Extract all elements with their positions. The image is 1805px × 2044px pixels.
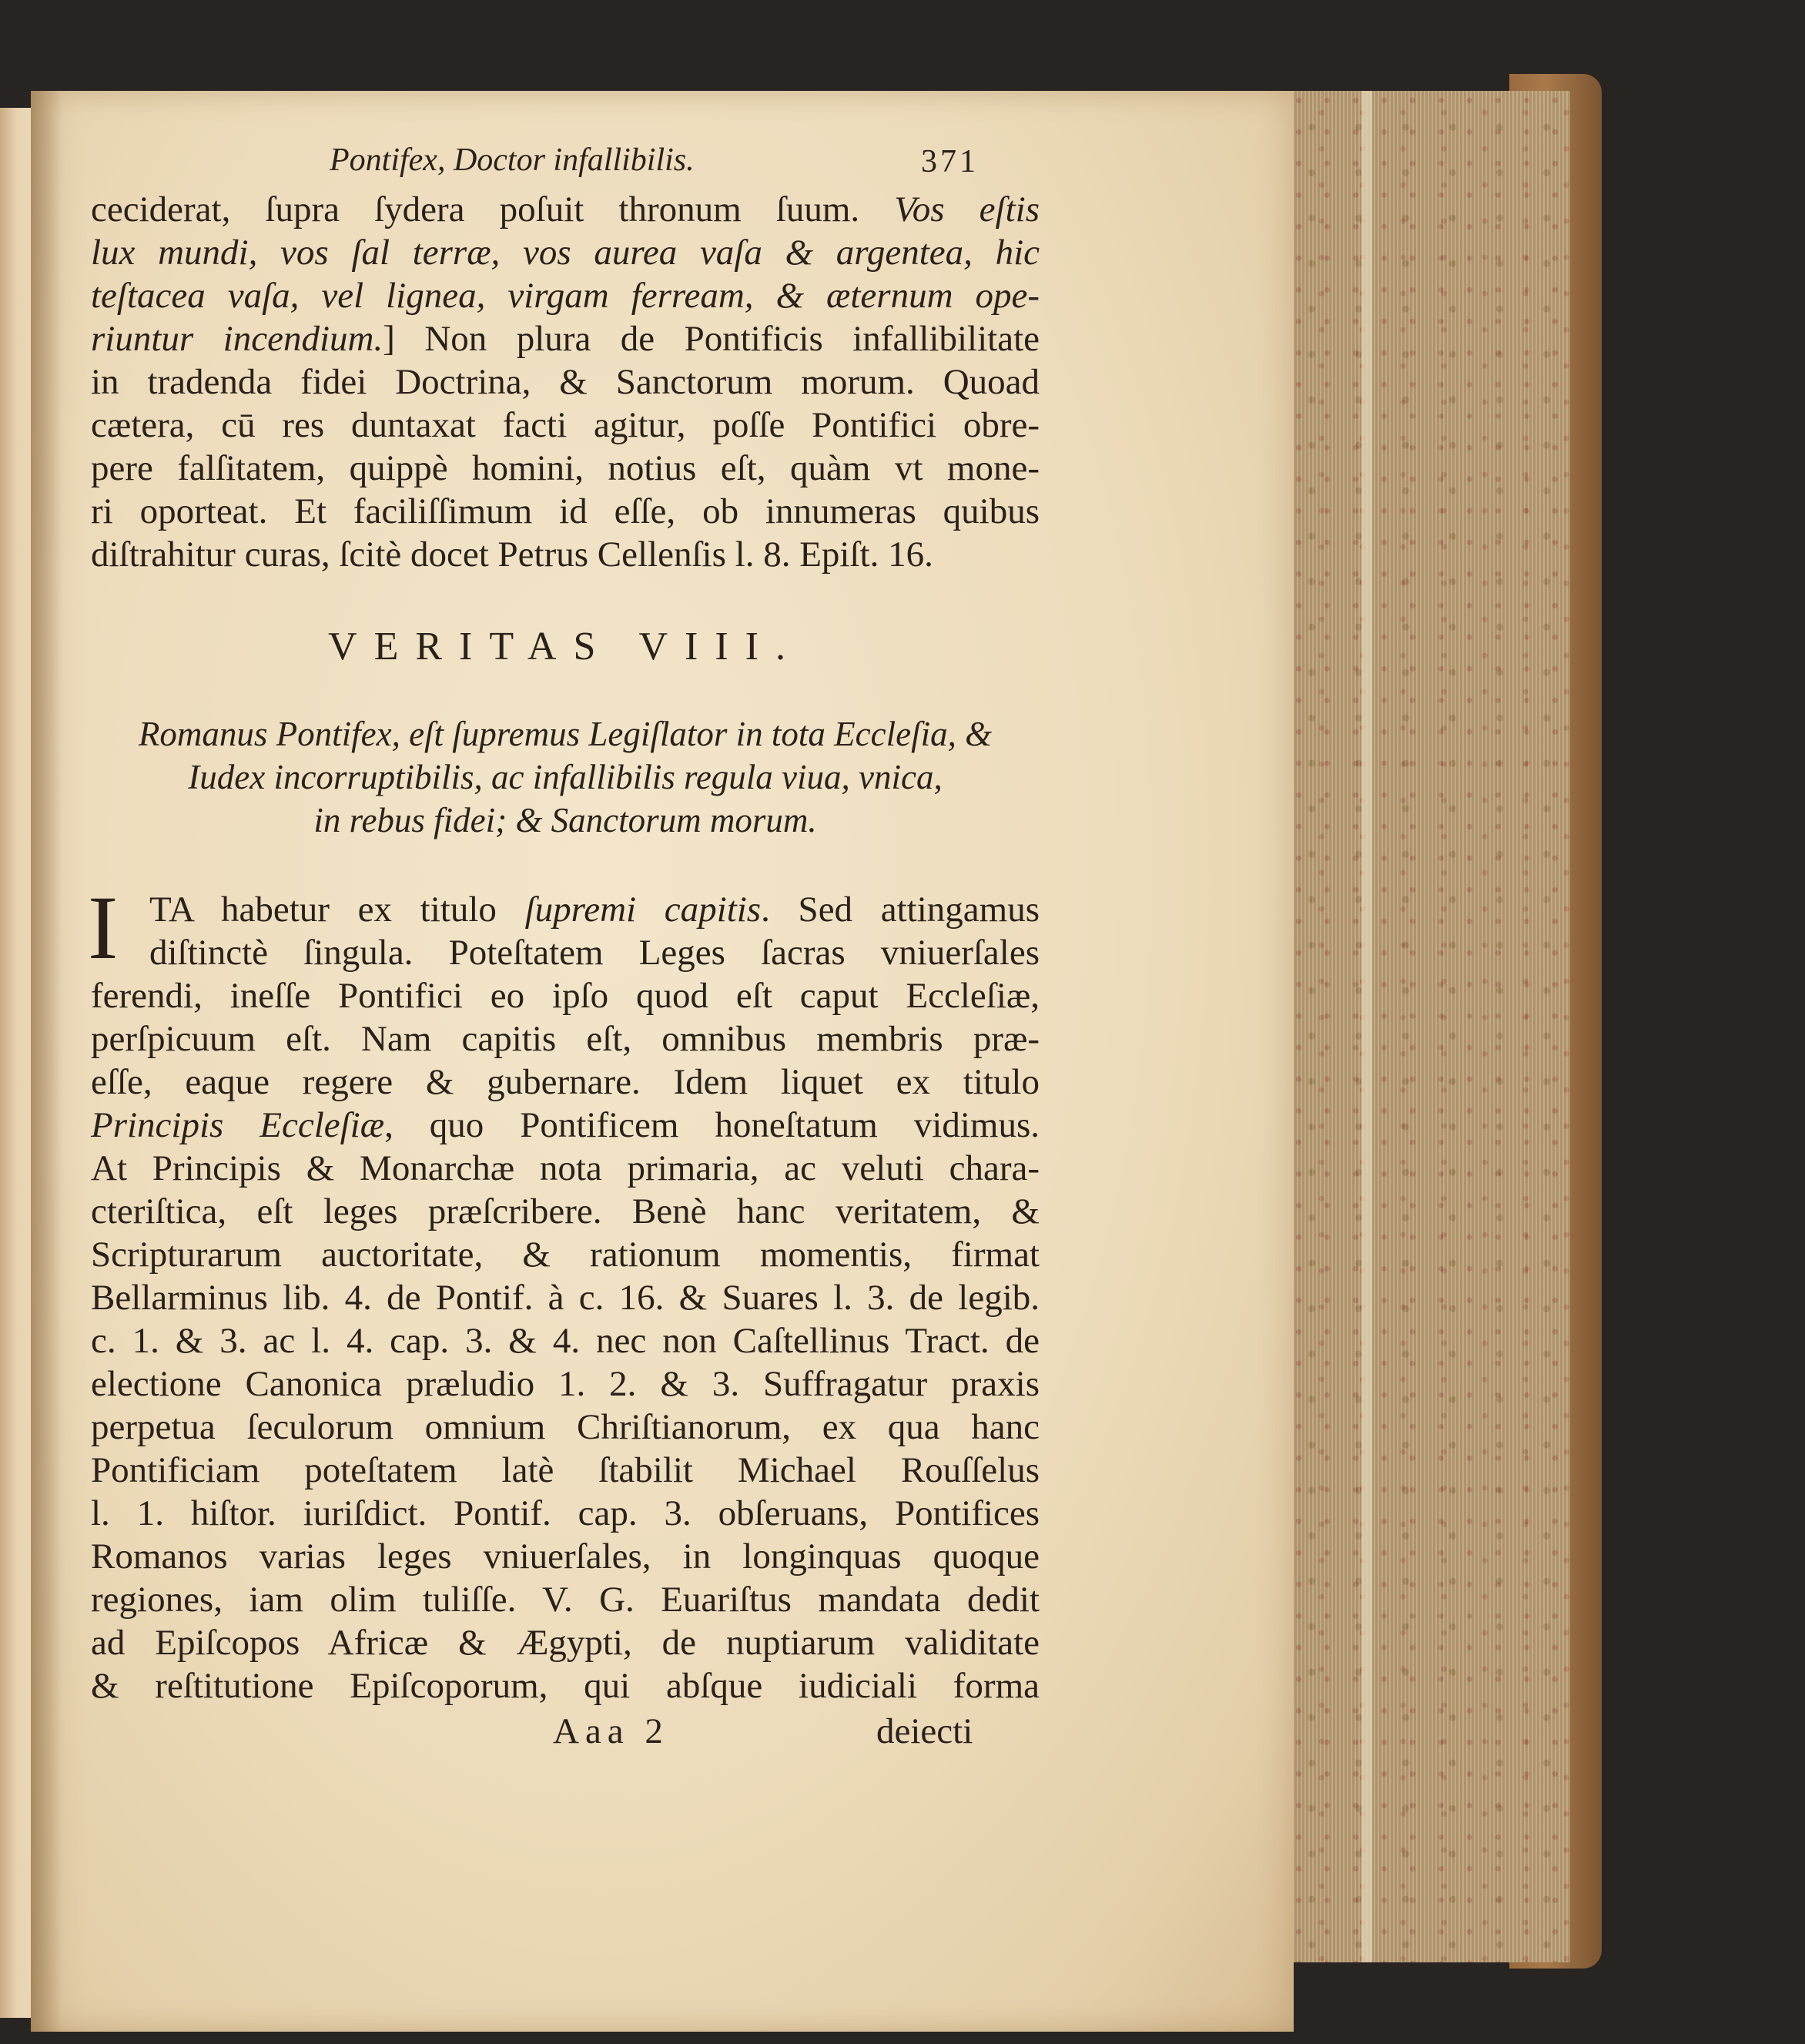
text-line: c. 1. & 3. ac l. 4. cap. 3. & 4. nec non Caſtellinus Tract. de	[91, 1321, 1040, 1361]
text-line: perſpicuum eſt. Nam capitis eſt, omnibus membris præ-	[91, 1019, 1040, 1059]
text-line: regiones, iam olim tuliſſe. V. G. Euariſtus mandata dedit	[91, 1580, 1040, 1620]
text-line: Bellarminus lib. 4. de Pontif. à c. 16. & Suares l. 3. de legib.	[91, 1278, 1040, 1318]
text-line: Pontificiam poteſtatem latè ſtabilit Michael Rouſſelus	[91, 1450, 1040, 1490]
text-line: cteriſtica, eſt leges præſcribere. Benè hanc veritatem, &	[91, 1191, 1040, 1231]
text-line: & reſtitutione Epiſcoporum, qui abſque iudiciali forma	[91, 1666, 1040, 1706]
paragraph-1	[91, 188, 1046, 576]
previous-page-edge	[0, 108, 32, 2018]
text-line: diſtinctè ſingula. Poteſtatem Leges ſacras vniuerſales	[149, 933, 1040, 973]
text-line: ri oporteat. Et faciliſſimum id eſſe, ob innumeras quibus	[91, 491, 1040, 531]
page-edges	[1291, 91, 1570, 1962]
text-line: Principis Eccleſiæ, quo Pontificem honeſtatum vidimus.	[91, 1105, 1040, 1145]
text-line: perpetua ſeculorum omnium Chriſtianorum, ex qua hanc	[91, 1407, 1040, 1447]
text-line: eſſe, eaque regere & gubernare. Idem liquet ex titulo	[91, 1062, 1040, 1102]
signature-mark: Aaa 2	[553, 1711, 669, 1751]
text-line: Scripturarum auctoritate, & rationum momentis, firmat	[91, 1235, 1040, 1275]
text-line: Romanos varias leges vniuerſales, in longinquas quoque	[91, 1536, 1040, 1577]
text-line: At Principis & Monarchæ nota primaria, ac veluti chara-	[91, 1148, 1040, 1188]
statement-line: Romanus Pontifex, eſt ſupremus Legiſlator in tota Eccleſia, &	[138, 715, 993, 753]
thesis-statement	[91, 712, 1046, 842]
running-title: Pontifex, Doctor infallibilis.	[330, 142, 695, 178]
text-line: ad Epiſcopos Africæ & Ægypti, de nuptiarum validitate	[91, 1623, 1040, 1663]
text-line: ceciderat, ſupra ſydera poſuit thronum ſuum. Vos eſtis	[91, 189, 1040, 230]
text-line: pere falſitatem, quippè homini, notius eſt, quàm vt mone-	[91, 448, 1040, 488]
section-heading: VERITAS VIII.	[328, 625, 802, 668]
text-line: teſtacea vaſa, vel lignea, virgam ferream, & æternum ope-	[91, 276, 1040, 316]
statement-line: Iudex incorruptibilis, ac infallibilis regula viua, vnica,	[188, 758, 943, 796]
gutter-shadow	[31, 91, 62, 2032]
drop-cap: I	[88, 877, 119, 978]
catchword: deiecti	[876, 1711, 973, 1751]
paragraph-2	[88, 877, 1046, 1707]
text-block	[88, 139, 1046, 1754]
page-number: 371	[921, 144, 979, 179]
text-line: cætera, cū res duntaxat facti agitur, poſſe Pontifici obre-	[91, 405, 1040, 445]
page-footer	[91, 1711, 1040, 1754]
text-line: diſtrahitur curas, ſcitè docet Petrus Cellenſis l. 8. Epiſt. 16.	[91, 534, 933, 575]
text-line: ferendi, ineſſe Pontifici eo ipſo quod eſt caput Eccleſiæ,	[91, 976, 1040, 1016]
text-line: in tradenda fidei Doctrina, & Sanctorum morum. Quoad	[91, 362, 1040, 402]
text-line: l. 1. hiſtor. iuriſdict. Pontif. cap. 3. obſeruans, Pontifices	[91, 1493, 1040, 1533]
page-edge-highlight	[1361, 91, 1372, 1962]
text-line: electione Canonica præludio 1. 2. & 3. Suffragatur praxis	[91, 1364, 1040, 1404]
running-head	[91, 139, 1046, 188]
text-line: TA habetur ex titulo ſupremi capitis. Sed attingamus	[149, 890, 1040, 930]
text-line: riuntur incendium.] Non plura de Pontificis infallibilitate	[91, 319, 1040, 359]
text-line: lux mundi, vos ſal terræ, vos aurea vaſa & argentea, hic	[91, 233, 1040, 273]
statement-line: in rebus fidei; & Sanctorum morum.	[313, 801, 817, 839]
